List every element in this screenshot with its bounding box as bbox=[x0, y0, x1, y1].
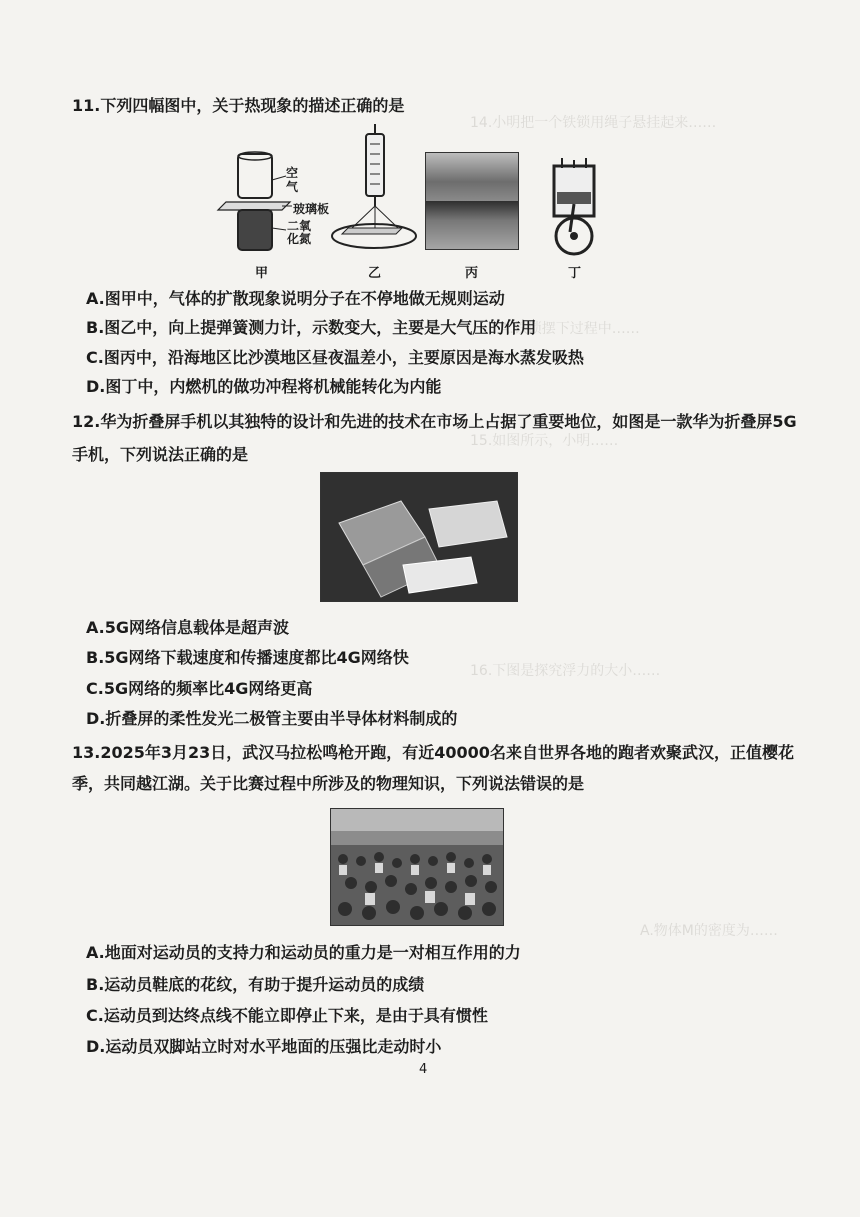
figure-label-yi: 乙 bbox=[368, 266, 382, 281]
figure-ding-engine bbox=[540, 158, 608, 258]
label-glass-plate: 玻璃板 bbox=[293, 202, 330, 216]
figure-label-jia: 甲 bbox=[255, 266, 269, 281]
q12-option-c: C.5G网络的频率比4G网络更高 bbox=[86, 679, 313, 698]
figure-foldable-phone bbox=[320, 472, 518, 602]
q11-option-a: A.图甲中，气体的扩散现象说明分子在不停地做无规则运动 bbox=[86, 289, 505, 308]
q13-option-c: C.运动员到达终点线不能立即停止下来，是由于具有惯性 bbox=[86, 1006, 488, 1025]
q13-option-a: A.地面对运动员的支持力和运动员的重力是一对相互作用的力 bbox=[86, 943, 521, 962]
q11-option-d: D.图丁中，内燃机的做功冲程将机械能转化为内能 bbox=[86, 377, 442, 396]
q12-option-d: D.折叠屏的柔性发光二极管主要由半导体材料制成的 bbox=[86, 709, 458, 728]
figure-marathon-photo bbox=[330, 808, 504, 926]
q13-option-d: D.运动员双脚站立时对水平地面的压强比走动时小 bbox=[86, 1037, 442, 1056]
figure-label-ding: 丁 bbox=[568, 266, 582, 281]
marathon-crowd-illustration bbox=[331, 809, 503, 925]
question-13-stem: 13.2025年3月23日，武汉马拉松鸣枪开跑，有近40000名来自世界各地的跑者欢聚武汉，正值樱花季，共同越江湖。关于比赛过程中所涉及的物理知识，下列说法错误的是 bbox=[72, 743, 794, 793]
q12-option-a: A.5G网络信息载体是超声波 bbox=[86, 618, 290, 637]
q12-option-b: B.5G网络下载速度和传播速度都比4G网络快 bbox=[86, 648, 409, 667]
q11-option-c: C.图丙中，沿海地区比沙漠地区昼夜温差小，主要原因是海水蒸发吸热 bbox=[86, 348, 584, 367]
figure-yi-spring-scale bbox=[330, 124, 420, 260]
q13-option-b: B.运动员鞋底的花纹，有助于提升运动员的成绩 bbox=[86, 975, 425, 994]
bleed-through-text: 15.如图所示，小明…… bbox=[470, 433, 619, 449]
label-air: 空气 bbox=[286, 166, 299, 194]
q11-option-b: B.图乙中，向上提弹簧测力计，示数变大，主要是大气压的作用 bbox=[86, 318, 537, 337]
page-number: 4 bbox=[419, 1062, 428, 1077]
foldable-phone-illustration bbox=[321, 473, 517, 601]
question-12-stem: 12.华为折叠屏手机以其独特的设计和先进的技术在市场上占据了重要地位，如图是一款华为折叠屏5G手机，下列说法正确的是 bbox=[72, 412, 797, 464]
figure-label-bing: 丙 bbox=[465, 266, 479, 281]
label-no2: 二氧化氮 bbox=[287, 219, 312, 246]
question-11-stem: 11.下列四幅图中，关于热现象的描述正确的是 bbox=[72, 96, 405, 115]
figure-bing-coast-desert bbox=[425, 152, 519, 250]
bleed-through-text: 14.小明把一个铁锁用绳子悬挂起来…… bbox=[470, 115, 717, 131]
bleed-through-text: 16.下图是探究浮力的大小…… bbox=[470, 663, 661, 679]
bleed-through-text: A.铁锁摆下过程中…… bbox=[500, 321, 640, 337]
bleed-through-text: A.物体M的密度为…… bbox=[640, 923, 778, 939]
